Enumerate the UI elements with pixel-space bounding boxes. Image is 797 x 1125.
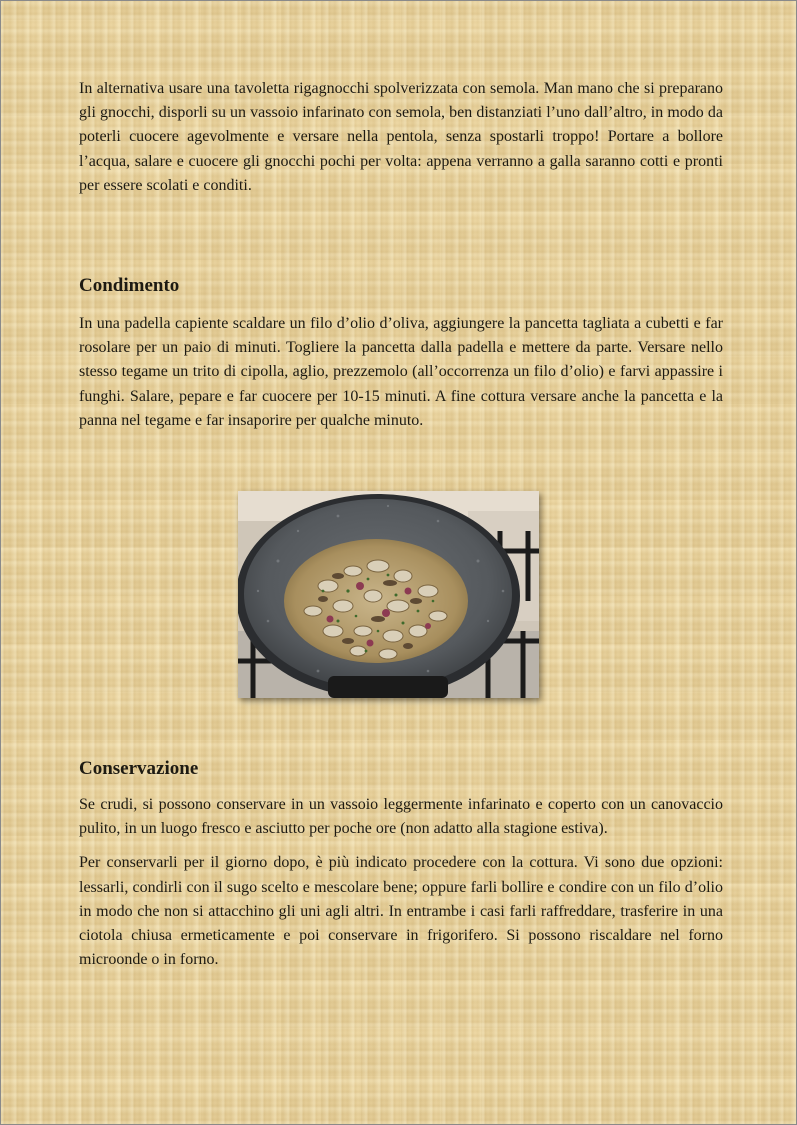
- mushroom-pan-photo: [238, 491, 539, 698]
- condimento-section: [79, 274, 723, 433]
- conservazione-section: [79, 757, 723, 972]
- intro-section: [79, 77, 723, 198]
- conservazione-heading: Conservazione: [79, 758, 199, 779]
- conservazione-paragraph-1: Se crudi, si possono conservare in un vassoio leggermente infarinato e coperto con un canovaccio pulito, in un luogo fresco e asciutto per poche ore (non adatto alla stagione estiva).: [79, 796, 723, 838]
- mushroom-pan-illustration: [238, 491, 539, 698]
- condimento-paragraph: In una padella capiente scaldare un filo d’olio d’oliva, aggiungere la pancetta tagliata a cubetti e far rosolare per un paio di minuti. Togliere la pancetta dalla padella e mettere da parte. Versare nello stesso tegame un trito di cipolla, aglio, prezzemolo (all’occorrenza un filo d’olio) e farvi appassire i funghi. Salare, pepare e far cuocere per 10-15 minuti. A fine cottura versare anche la pancetta e la panna nel tegame e far insaporire per qualche minuto.: [79, 315, 723, 429]
- condimento-heading: Condimento: [79, 275, 180, 296]
- intro-paragraph: In alternativa usare una tavoletta rigagnocchi spolverizzata con semola. Man mano che si preparano gli gnocchi, disporli su un vassoio infarinato con semola, ben distanziati l’uno dall’altro, in modo da poterli cuocere agevolmente e versare nella pentola, senza spostarli troppo! Portare a bollore l’acqua, salare e cuocere gli gnocchi pochi per volta: appena verranno a galla saranno cotti e pronti per essere scolati e conditi.: [79, 80, 723, 194]
- conservazione-paragraph-2: Per conservarli per il giorno dopo, è più indicato procedere con la cottura. Vi sono due opzioni: lessarli, condirli con il sugo scelto e mescolare bene; oppure farli bollire e condire con un filo d’olio in modo che non si attacchino gli uni agli altri. In entrambe i casi farli raffreddare, trasferire in una ciotola chiusa ermeticamente e poi conservare in frigorifero. Si possono riscaldare nel forno microonde o in forno.: [79, 854, 723, 969]
